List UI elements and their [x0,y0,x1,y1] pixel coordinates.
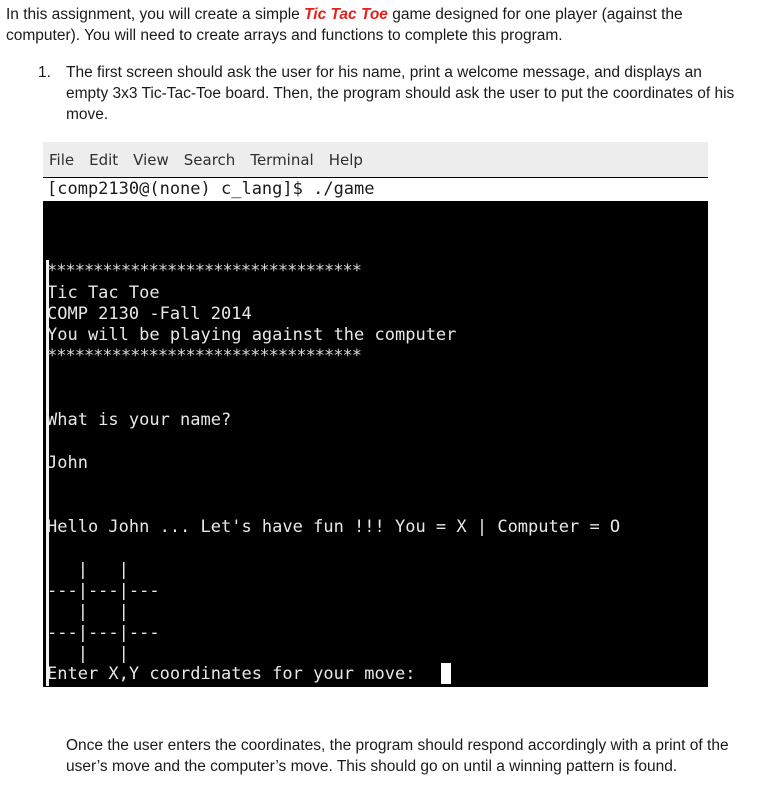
stars-top: ********************************** [47,261,361,281]
menu-terminal[interactable]: Terminal [250,150,314,169]
outro-paragraph: Once the user enters the coordinates, the program should respond accordingly with a print of the user’s move and the computer’s move. This should go on until a winning pattern is found. [66,737,729,775]
name-question: What is your name? [47,410,232,430]
board-row: | | [47,560,129,580]
intro-before: In this assignment, you will create a simple [6,6,305,23]
course-line: COMP 2130 -Fall 2014 [47,304,252,324]
shell-prompt: [comp2130@(none) c_lang]$ ./game [43,178,708,201]
menu-edit[interactable]: Edit [89,150,119,169]
menu-search[interactable]: Search [183,150,236,169]
list-item-number: 1. [38,64,51,81]
enter-prompt: Enter X,Y coordinates for your move: [47,664,426,684]
game-title: Tic Tac Toe [47,283,160,303]
terminal-window [43,142,708,687]
intro-after: game designed for one player (against the computer). You will need to create arrays and functions to complete this program. [6,6,683,44]
board-row: | | [47,602,129,622]
menu-view[interactable]: View [133,150,169,169]
list-item-1 [38,62,738,125]
playing-line: You will be playing against the computer [47,325,457,345]
greeting-line: Hello John ... Let's have fun !!! You = X | Computer = O [47,517,621,537]
stars-bottom: ********************************** [47,346,361,366]
list-item-text: The first screen should ask the user for his name, print a welcome message, and displays an empty 3x3 Tic-Tac-Toe board. Then, the program should ask the user to put the coordinates of his move. [66,64,735,123]
menu-file[interactable]: File [49,150,75,169]
menu-help[interactable]: Help [328,150,363,169]
game-name: Tic Tac Toe [304,6,388,23]
board-divider: ---|---|--- [47,581,160,601]
terminal-cursor[interactable] [441,663,451,684]
board-row: | | [47,644,129,664]
board-divider: ---|---|--- [47,623,160,643]
name-answer: John [47,453,88,473]
intro-paragraph [6,4,746,46]
terminal-menubar [43,142,708,177]
